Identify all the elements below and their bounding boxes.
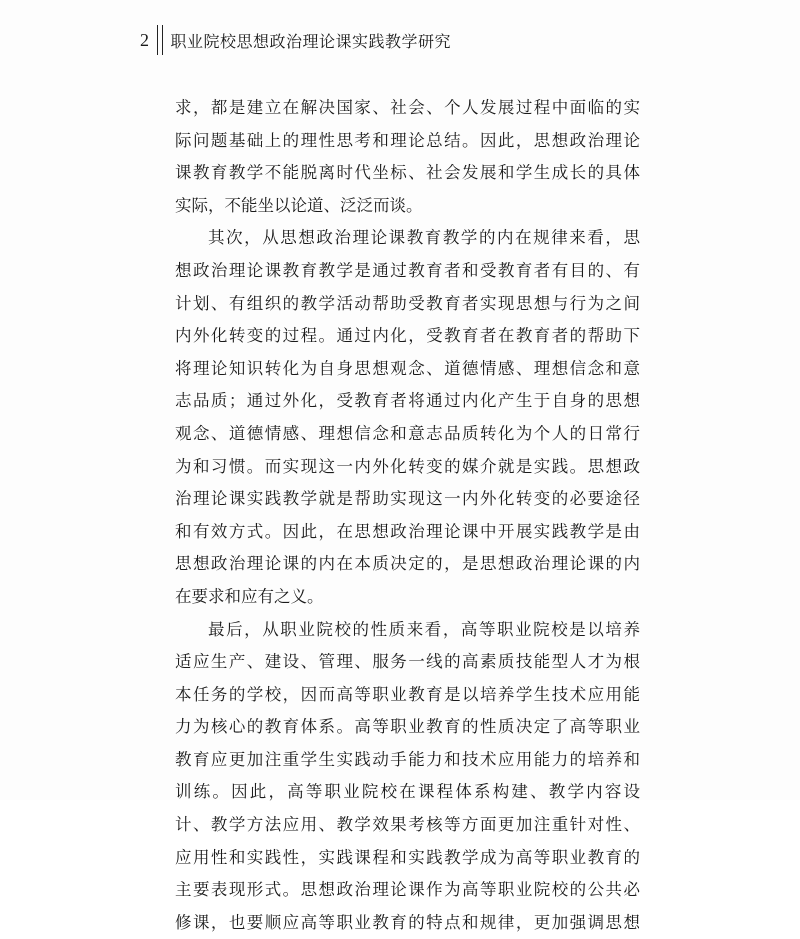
page-number: 2 [140, 29, 150, 50]
header-divider [157, 25, 163, 55]
paragraph-start-line: 其次，从思想政治理论课教育教学的内在规律来看，思 [208, 228, 640, 248]
text-line: 实际，不能坐以论道、泛泛而谈。 [175, 195, 423, 215]
text-line: 求，都是建立在解决国家、社会、个人发展过程中面临的实 [175, 98, 640, 117]
text-line: 将理论知识转化为自身思想观念、道德情感、理想信念和意 [175, 358, 640, 378]
text-line: 想政治理论课教育教学是通过教育者和受教育者有目的、有 [175, 260, 640, 280]
text-line: 教育应更加注重学生实践动手能力和技术应用能力的培养和 [175, 749, 640, 769]
text-line: 思想政治理论课的内在本质决定的，是思想政治理论课的内 [175, 554, 640, 574]
text-line: 适应生产、建设、管理、服务一线的高素质技能型人才为根 [175, 652, 640, 672]
text-line: 和有效方式。因此，在思想政治理论课中开展实践教学是由 [175, 521, 640, 541]
paragraph-start-line: 最后，从职业院校的性质来看，高等职业院校是以培养 [208, 619, 640, 639]
text-line: 内外化转变的过程。通过内化，受教育者在教育者的帮助下 [175, 326, 640, 346]
text-line: 观念、道德情感、理想信念和意志品质转化为个人的日常行 [175, 423, 640, 443]
text-line: 治理论课实践教学就是帮助实现这一内外化转变的必要途径 [175, 489, 640, 509]
text-line: 主要表现形式。思想政治理论课作为高等职业院校的公共必 [175, 880, 640, 900]
text-line: 应用性和实践性，实践课程和实践教学成为高等职业教育的 [175, 847, 640, 867]
text-line: 在要求和应有之义。 [175, 586, 324, 606]
text-line: 课教育教学不能脱离时代坐标、社会发展和学生成长的具体 [175, 163, 640, 183]
body-text [175, 92, 640, 939]
text-line: 本任务的学校，因而高等职业教育是以培养学生技术应用能 [175, 684, 640, 704]
running-header [140, 22, 451, 58]
text-line: 修课，也要顺应高等职业教育的特点和规律，更加强调思想 [175, 912, 640, 932]
text-line: 志品质；通过外化，受教育者将通过内化产生于自身的思想 [175, 391, 640, 411]
book-title: 职业院校思想政治理论课实践教学研究 [170, 31, 452, 51]
text-line: 训练。因此，高等职业院校在课程体系构建、教学内容设 [175, 782, 640, 802]
text-line: 为和习惯。而实现这一内外化转变的媒介就是实践。思想政 [175, 456, 640, 476]
text-line: 际问题基础上的理性思考和理论总结。因此，思想政治理论 [175, 130, 640, 150]
text-line: 力为核心的教育体系。高等职业教育的性质决定了高等职业 [175, 717, 640, 737]
text-line: 计、教学方法应用、教学效果考核等方面更加注重针对性、 [175, 815, 640, 835]
text-line: 计划、有组织的教学活动帮助受教育者实现思想与行为之间 [175, 293, 640, 313]
